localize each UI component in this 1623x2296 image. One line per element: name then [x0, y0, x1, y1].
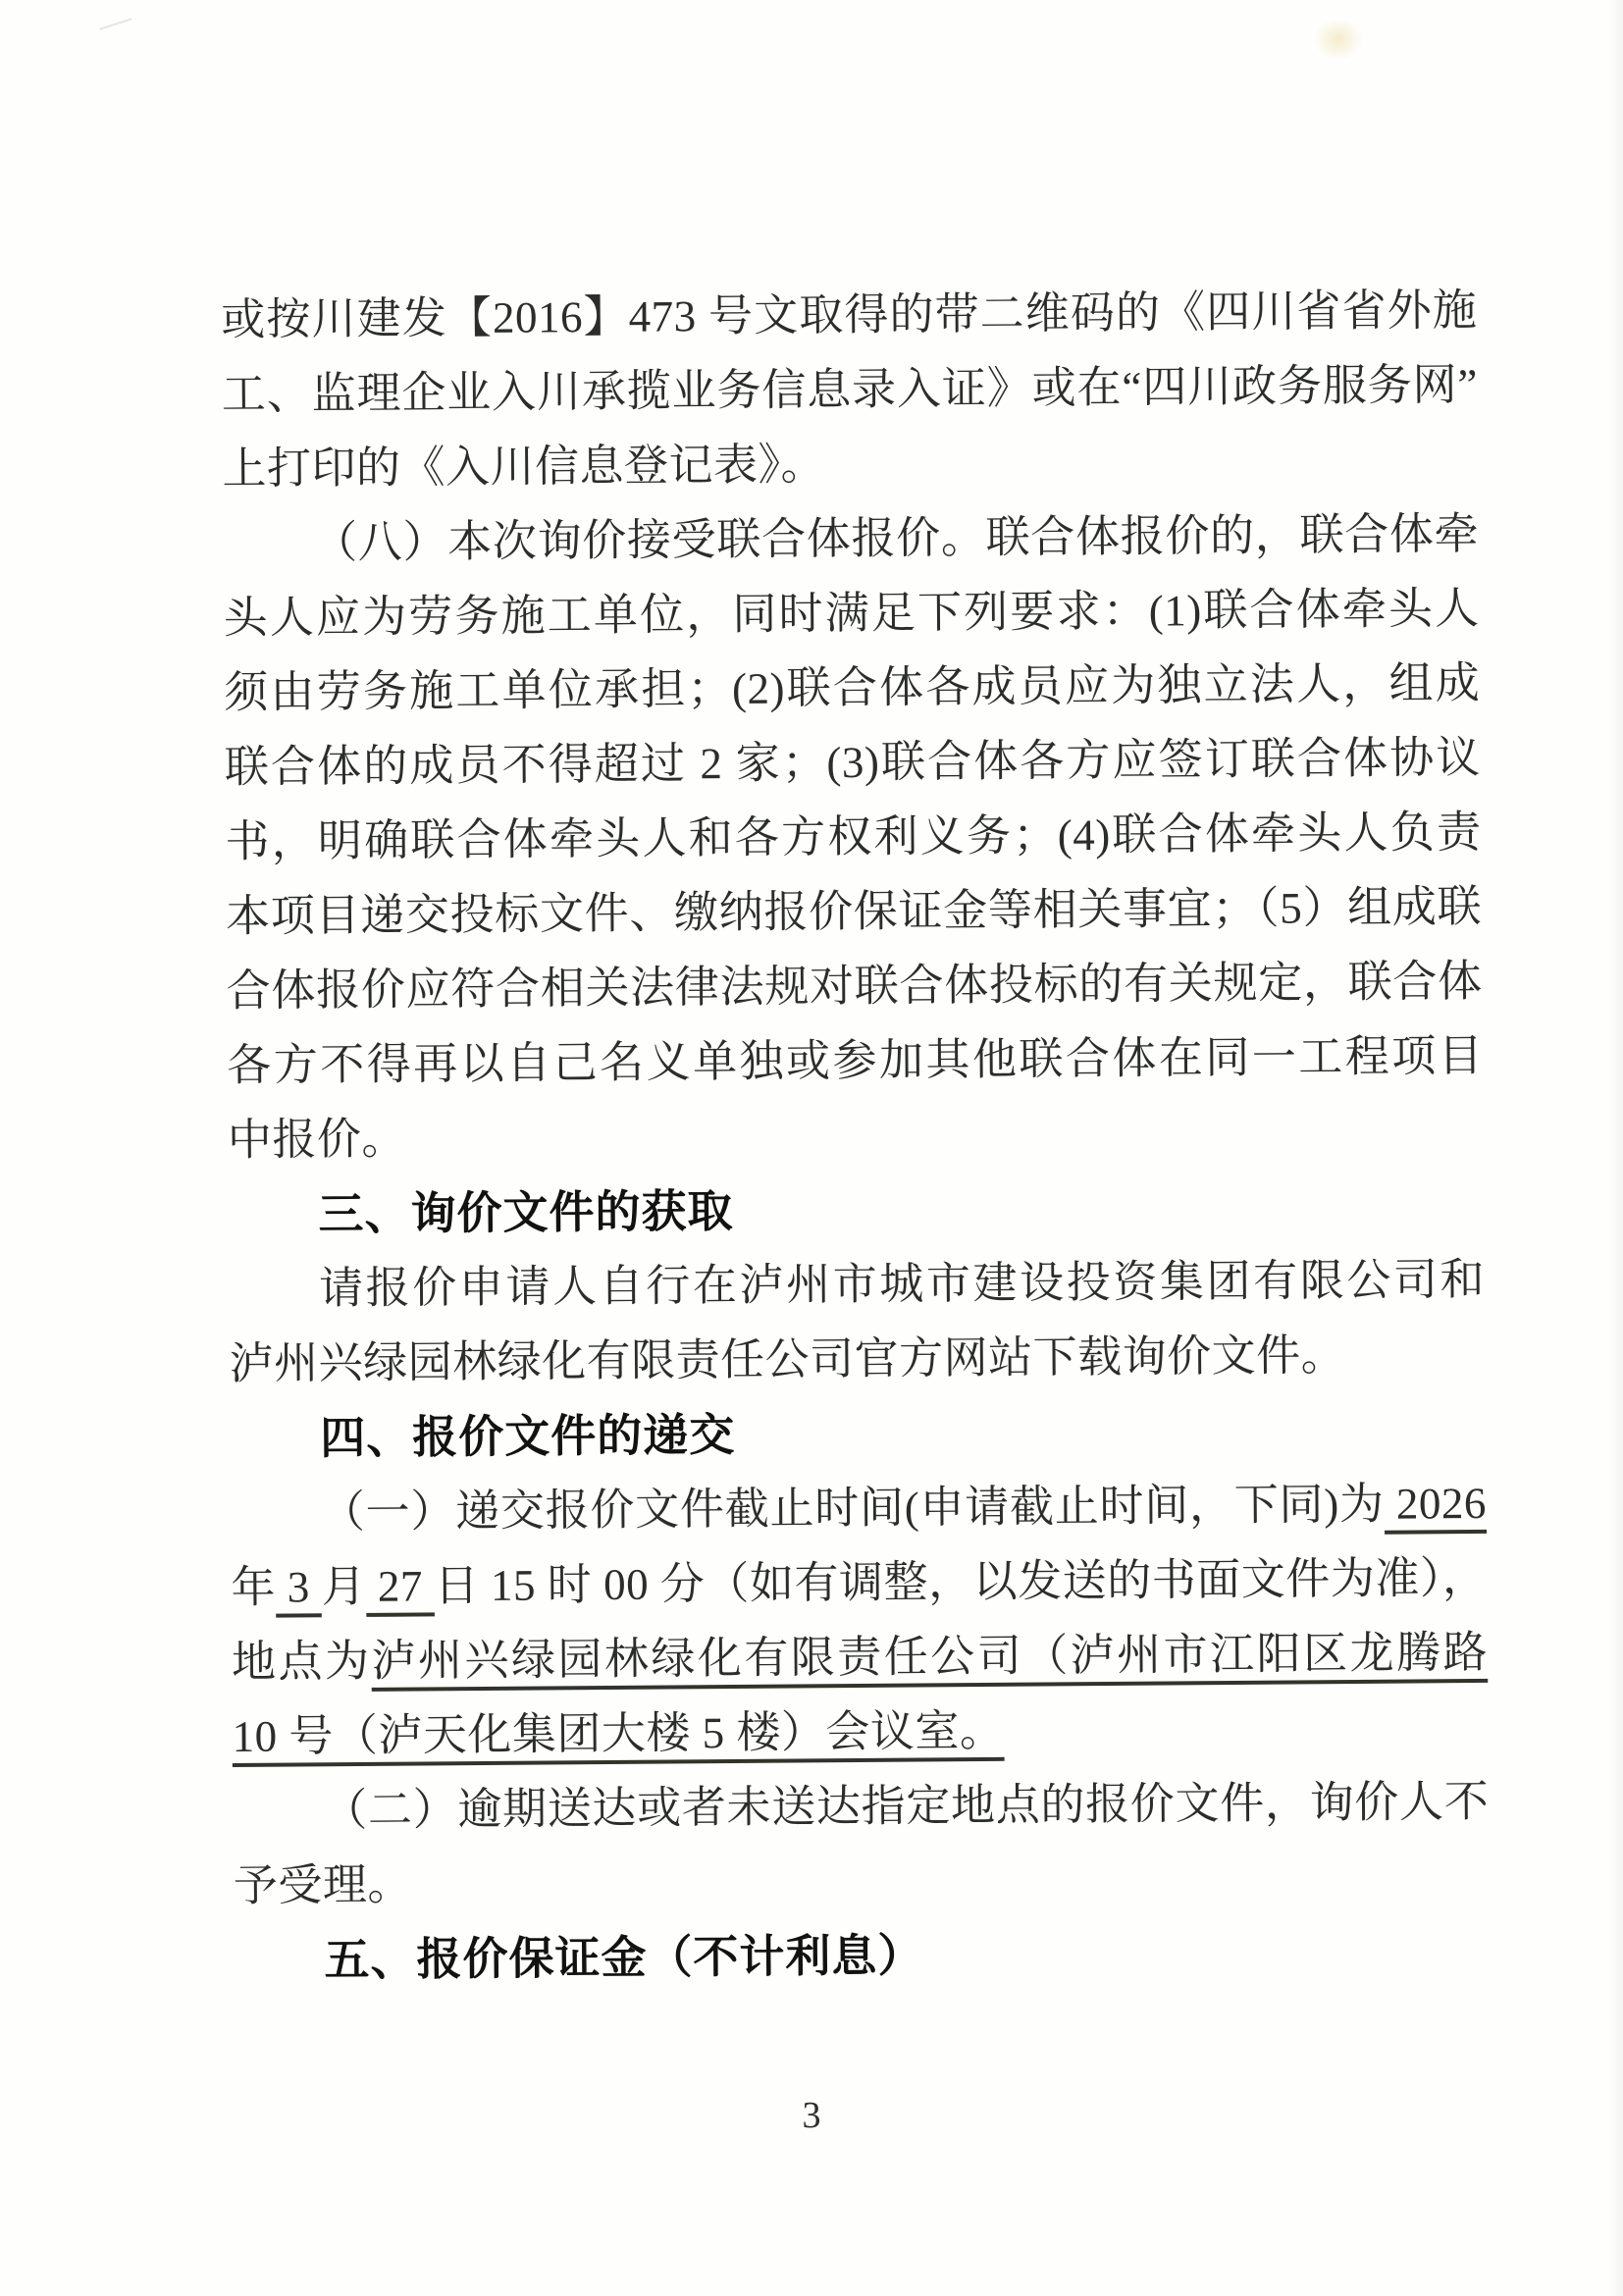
scan-edge-shading	[1609, 0, 1623, 2296]
text-segment: 须由劳务施工单位承担；(2)联合体各成员应为独立法人，组成	[224, 657, 1481, 718]
section-heading	[234, 1913, 1491, 1998]
underlined-text-segment: 10 号（泸天化集团大楼 5 楼）会议室。	[232, 1705, 1005, 1761]
underlined-text-segment: 27	[365, 1561, 435, 1611]
section-heading	[228, 1168, 1485, 1252]
text-line	[231, 1466, 1488, 1550]
text-segment: 联合体的成员不得超过 2 家；(3)联合体各方应签订联合体协议	[224, 732, 1482, 793]
underlined-text-segment: 2026	[1384, 1478, 1488, 1529]
text-segment: 地点为	[231, 1636, 372, 1687]
text-segment: 书，明确联合体牵头人和各方权利义务；(4)联合体牵头人负责	[225, 807, 1482, 867]
text-line	[234, 1839, 1491, 1923]
scan-corner-mark	[94, 1, 132, 30]
text-segment: 请报价申请人自行在泸州市城市建设投资集团有限公司和	[318, 1254, 1486, 1314]
text-segment: 三、询价文件的获取	[318, 1183, 734, 1241]
text-segment: 五、报价保证金（不计利息）	[324, 1928, 924, 1987]
text-segment: 各方不得再以自己名义单独或参加其他联合体在同一工程项目	[227, 1030, 1484, 1091]
text-segment: 年	[231, 1562, 277, 1612]
section-heading	[230, 1391, 1487, 1476]
text-line	[226, 944, 1483, 1028]
text-line	[222, 422, 1479, 506]
text-segment: 泸州兴绿园林绿化有限责任公司官方网站下载询价文件。	[229, 1331, 1346, 1388]
text-segment: （二）逾期送达或者未送达指定地点的报价文件，询价人不	[323, 1776, 1490, 1836]
text-line	[232, 1615, 1489, 1699]
text-line	[226, 869, 1483, 954]
text-line	[229, 1317, 1486, 1401]
underlined-text-segment: 泸州兴绿园林绿化有限责任公司（泸州市江阳区龙腾路	[371, 1627, 1489, 1686]
text-line	[224, 646, 1481, 730]
document-body	[221, 273, 1491, 1998]
text-line	[223, 496, 1480, 581]
scan-stain	[1313, 18, 1364, 61]
text-segment: 工、监理企业入川承揽业务信息录入证》或在“四川政务服务网”	[221, 359, 1479, 420]
text-segment: （一）递交报价文件截止时间(申请截止时间，下同)为	[320, 1479, 1386, 1538]
text-line	[222, 347, 1479, 432]
text-line	[227, 1018, 1484, 1103]
text-segment: 本项目递交投标文件、缴纳报价保证金等相关事宜；（5）组成联	[225, 881, 1483, 942]
text-segment: 或按川建发【2016】473 号文取得的带二维码的《四川省省外施	[221, 285, 1478, 345]
text-segment: 上打印的《入川信息登记表》。	[222, 440, 826, 495]
text-segment: 中报价。	[227, 1114, 407, 1165]
text-segment: 合体报价应符合相关法律法规对联合体投标的有关规定，联合体	[226, 956, 1483, 1017]
text-segment: 予受理。	[233, 1859, 413, 1910]
text-line	[225, 795, 1482, 879]
text-line	[228, 1093, 1485, 1177]
text-segment: （八）本次询价接受联合体报价。联合体报价的，联合体牵	[312, 508, 1480, 568]
text-segment: 四、报价文件的递交	[320, 1407, 736, 1465]
text-segment: 日 15 时 00 分（如有调整，以发送的书面文件为准），	[434, 1552, 1488, 1611]
text-line	[221, 273, 1478, 357]
page-number: 3	[802, 2095, 821, 2136]
text-line	[229, 1242, 1486, 1327]
text-line	[231, 1540, 1488, 1625]
text-line	[225, 720, 1482, 805]
text-line	[232, 1690, 1489, 1774]
underlined-text-segment: 3	[275, 1562, 322, 1612]
text-segment: 头人应为劳务施工单位，同时满足下列要求：(1)联合体牵头人	[223, 583, 1480, 644]
text-segment: 月	[321, 1561, 367, 1612]
text-line	[223, 571, 1480, 655]
text-line	[233, 1764, 1490, 1849]
